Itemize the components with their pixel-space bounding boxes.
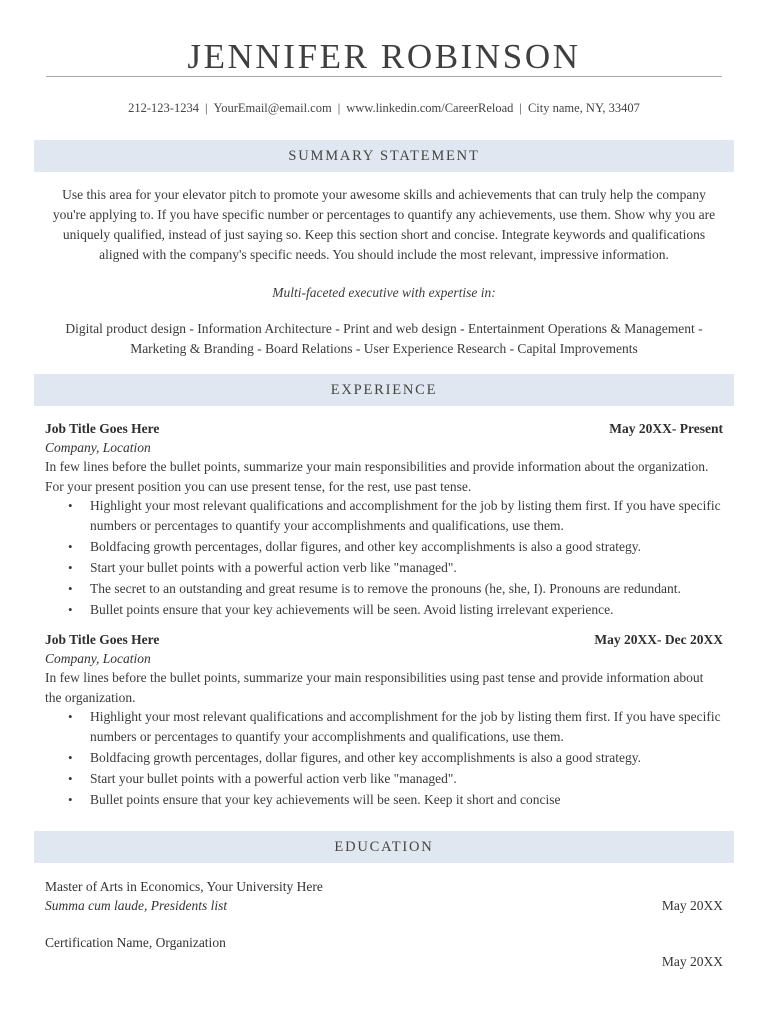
contact-linkedin: www.linkedin.com/CareerReload — [346, 101, 514, 115]
job-title: Job Title Goes Here — [45, 421, 160, 436]
expertise-intro: Multi-faceted executive with expertise in: — [272, 285, 496, 300]
list-item: • Boldfacing growth percentages, dollar figures, and other key accomplishments is also a good strategy. — [45, 537, 723, 557]
list-item: • Bullet points ensure that your key achievements will be seen. Keep it short and concise — [45, 790, 723, 810]
summary-heading: SUMMARY STATEMENT — [34, 140, 734, 172]
candidate-name: JENNIFER ROBINSON — [187, 37, 581, 76]
education-heading: EDUCATION — [34, 831, 734, 863]
job-dates: May 20XX- Dec 20XX — [594, 632, 723, 647]
education-honors: Summa cum laude, Presidents list — [45, 898, 228, 913]
job-company: Company, Location — [45, 440, 151, 455]
list-item: • The secret to an outstanding and great resume is to remove the pronouns (he, she, I). Pronouns are redundant. — [45, 579, 723, 599]
job-header — [45, 630, 723, 649]
job-company: Company, Location — [45, 651, 151, 666]
list-item: • Start your bullet points with a powerful action verb like "managed". — [45, 769, 723, 789]
certification-date-row — [45, 952, 723, 971]
list-item: • Highlight your most relevant qualifications and accomplishment for the job by listing them first. If you have specific numbers or percentages to quantify your accomplishments and qualifications, use them. — [45, 496, 723, 536]
list-item: • Bullet points ensure that your key achievements will be seen. Avoid listing irrelevant experience. — [45, 600, 723, 620]
certification-date: May 20XX — [661, 954, 723, 969]
contact-location: City name, NY, 33407 — [527, 101, 640, 115]
education-date: May 20XX — [661, 898, 723, 913]
summary-paragraph: Use this area for your elevator pitch to promote your awesome skills and achievements that can truly help the company you're applying to. If you have specific number or percentages to quantify any achievements, use them. Show why you are uniquely qualified, instead of just saying so. Keep this section short and concise. Integrate keywords and qualifications aligned with the company's specific needs. You should include the most relevant, impressive information. — [52, 187, 716, 262]
contact-separator: | — [337, 101, 341, 115]
job-summary: In few lines before the bullet points, summarize your main responsibilities and provide information about the organization. For your present position you can use present tense, for the rest, use past tense. — [45, 459, 709, 494]
experience-heading: EXPERIENCE — [34, 374, 734, 406]
name-divider — [46, 76, 722, 77]
list-item: • Boldfacing growth percentages, dollar figures, and other key accomplishments is also a good strategy. — [45, 748, 723, 768]
contact-phone: 212-123-1234 — [128, 101, 199, 115]
contact-email: YourEmail@email.com — [213, 101, 332, 115]
certification-name: Certification Name, Organization — [45, 935, 226, 950]
education-degree: Master of Arts in Economics, Your University Here — [45, 879, 323, 894]
contact-line — [0, 100, 768, 116]
job-title: Job Title Goes Here — [45, 632, 160, 647]
expertise-list: Digital product design - Information Architecture - Print and web design - Entertainment Operations & Management - Marketing & Branding - Board Relations - User Experience Research - Capital Improvements — [65, 321, 703, 356]
contact-separator: | — [204, 101, 208, 115]
list-item: • Highlight your most relevant qualifications and accomplishment for the job by listing them first. If you have specific numbers or percentages to quantify your accomplishments and qualifications, use them. — [45, 707, 723, 747]
education-honors-row — [45, 896, 723, 915]
job-bullets — [45, 496, 723, 621]
job-header — [45, 419, 723, 438]
job-bullets — [45, 707, 723, 811]
job-dates: May 20XX- Present — [609, 421, 723, 436]
contact-separator: | — [519, 101, 522, 115]
list-item: • Start your bullet points with a powerful action verb like "managed". — [45, 558, 723, 578]
job-summary: In few lines before the bullet points, summarize your main responsibilities using past tense and provide information about the organization. — [45, 670, 704, 705]
